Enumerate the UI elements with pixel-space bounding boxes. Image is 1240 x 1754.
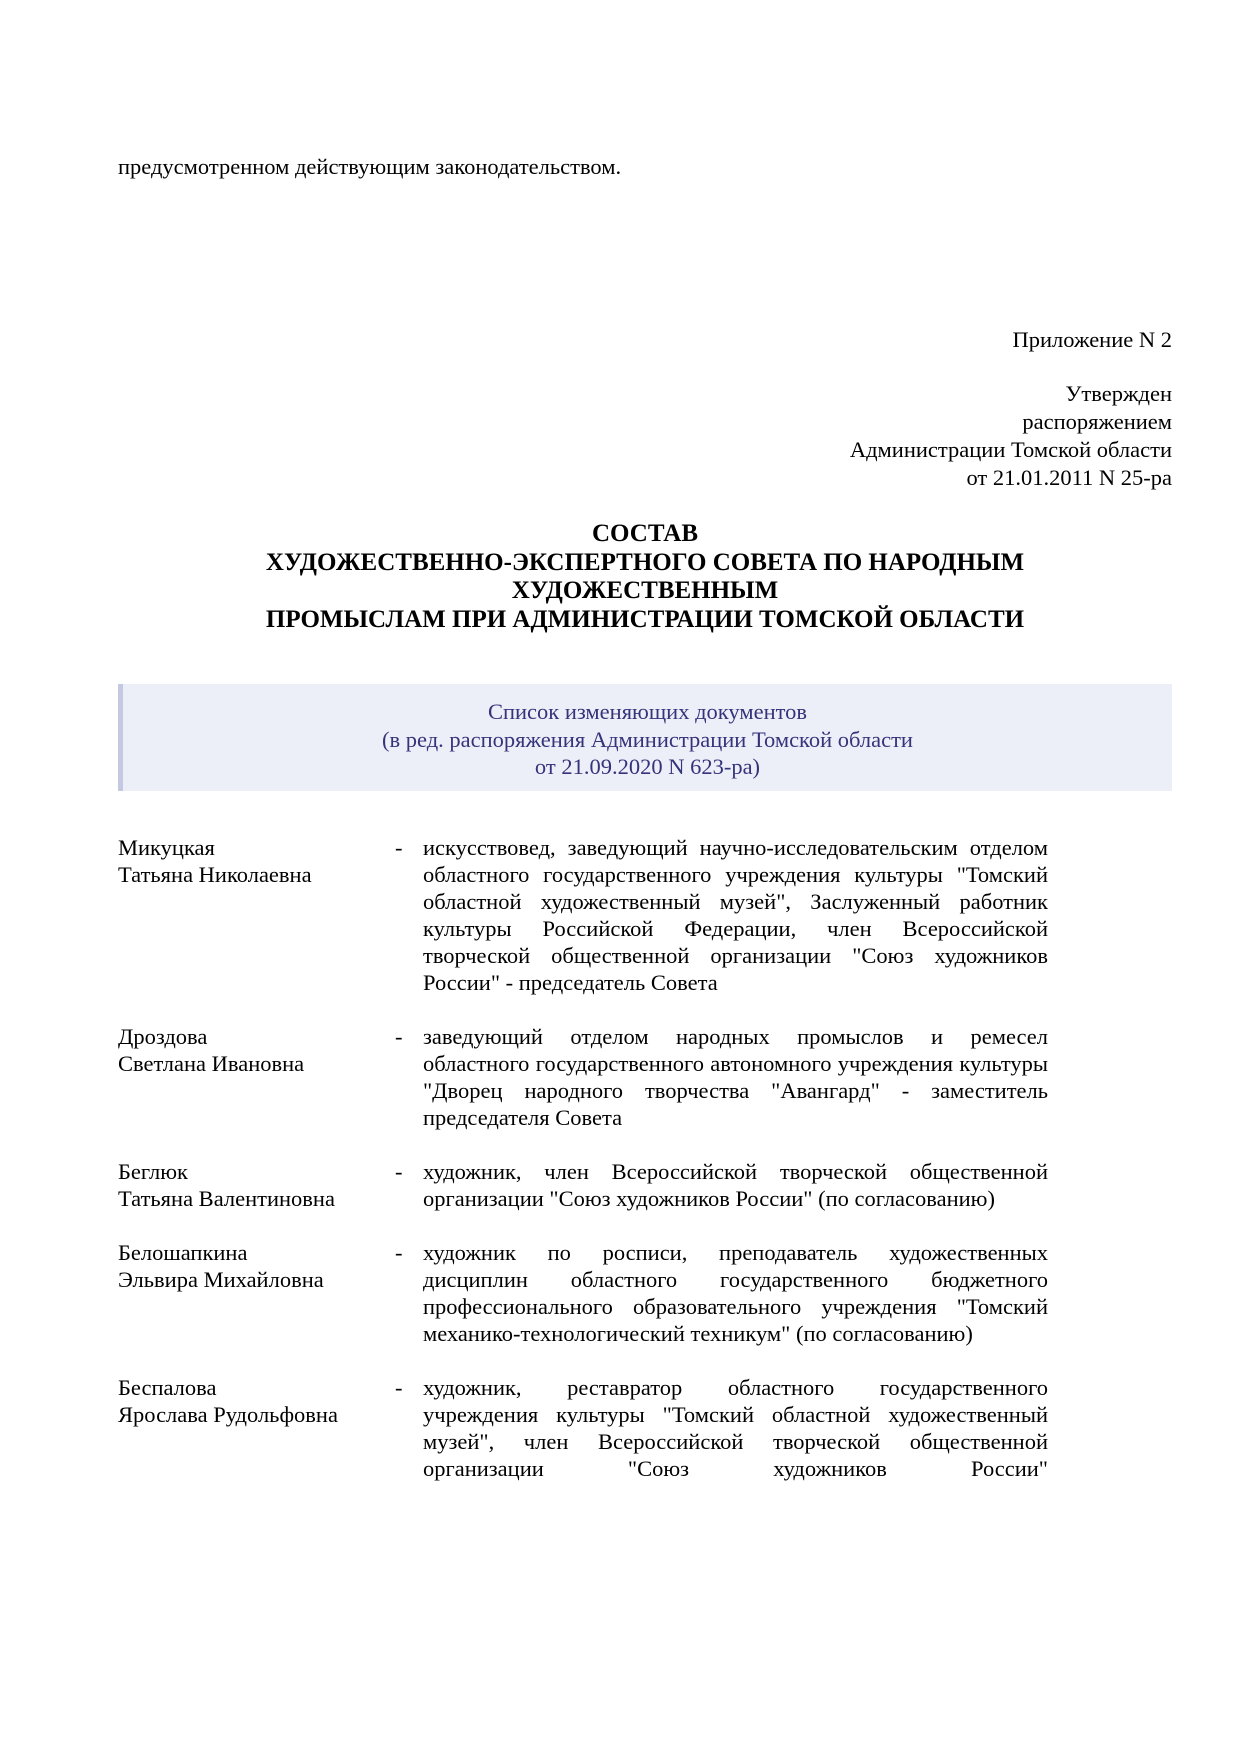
- approval-line: Утвержден: [1065, 381, 1172, 406]
- title-line: ПРОМЫСЛАМ ПРИ АДМИНИСТРАЦИИ ТОМСКОЙ ОБЛАСТИ: [265, 605, 1025, 633]
- approval-line: Администрации Томской области: [849, 437, 1172, 462]
- title-line: ХУДОЖЕСТВЕННЫМ: [511, 577, 779, 604]
- member-given-names: Татьяна Николаевна: [118, 862, 312, 887]
- amendments-line: Список изменяющих документов: [487, 699, 808, 724]
- member-description: искусствовед, заведующий научно-исследовательским отделом областного государственного учреждения культуры "Томский областной художественный музей", Заслуженный работник культуры Российской Федерации, член Всероссийской творческой общественной организации "Союз художников России" - председатель Совета: [423, 835, 1048, 995]
- member-dash: -: [395, 1240, 403, 1265]
- member-given-names: Эльвира Михайловна: [118, 1267, 324, 1292]
- member-name: [118, 1374, 395, 1482]
- member-name: [118, 1023, 395, 1131]
- member-surname: Беглюк: [118, 1159, 188, 1184]
- member-surname: Микуцкая: [118, 835, 215, 860]
- member-dash: -: [395, 1024, 403, 1049]
- member-dash: -: [395, 1159, 403, 1184]
- member-surname: Белошапкина: [118, 1240, 248, 1265]
- member-dash: -: [395, 835, 403, 860]
- appendix-label: Приложение N 2: [1012, 327, 1172, 352]
- member-name: [118, 834, 395, 996]
- document-title: [118, 520, 1172, 634]
- member-surname: Беспалова: [118, 1375, 217, 1400]
- title-line: ХУДОЖЕСТВЕННО-ЭКСПЕРТНОГО СОВЕТА ПО НАРОДНЫМ: [265, 548, 1025, 576]
- approval-block: [850, 380, 1172, 492]
- member-name: [118, 1239, 395, 1347]
- member-description: заведующий отделом народных промыслов и ремесел областного государственного автономного учреждения культуры "Дворец народного творчества "Авангард" - заместитель председателя Совета: [423, 1024, 1048, 1130]
- amendments-line: (в ред. распоряжения Администрации Томской области: [382, 726, 913, 752]
- member-description: художник, реставратор областного государственного учреждения культуры "Томский областной художественный музей", член Всероссийской творческой общественной организации "Союз художников России": [423, 1375, 1048, 1481]
- member-dash: -: [395, 1375, 403, 1400]
- member-entry: [118, 1374, 1048, 1482]
- intro-text: предусмотренном действующим законодательством.: [118, 154, 622, 179]
- amendments-box: [118, 684, 1172, 791]
- member-entry: [118, 1158, 1048, 1212]
- title-line: СОСТАВ: [591, 520, 699, 547]
- members-list: [118, 834, 1048, 1509]
- member-description: художник, член Всероссийской творческой общественной организации "Союз художников России" (по согласованию): [423, 1159, 1048, 1211]
- member-given-names: Ярослава Рудольфовна: [118, 1402, 338, 1427]
- member-description: художник по росписи, преподаватель художественных дисциплин областного государственного бюджетного профессионального образовательного учреждения "Томский механико-технологический техникум" (по согласованию): [423, 1240, 1048, 1346]
- member-surname: Дроздова: [118, 1024, 208, 1049]
- amendments-line: от 21.09.2020 N 623-ра): [534, 754, 761, 779]
- member-entry: [118, 1023, 1048, 1131]
- member-name: [118, 1158, 395, 1212]
- member-given-names: Татьяна Валентиновна: [118, 1186, 335, 1211]
- member-given-names: Светлана Ивановна: [118, 1051, 305, 1076]
- approval-line: от 21.01.2011 N 25-ра: [966, 465, 1172, 490]
- approval-line: распоряжением: [1022, 409, 1172, 434]
- member-entry: [118, 1239, 1048, 1347]
- member-entry: [118, 834, 1048, 996]
